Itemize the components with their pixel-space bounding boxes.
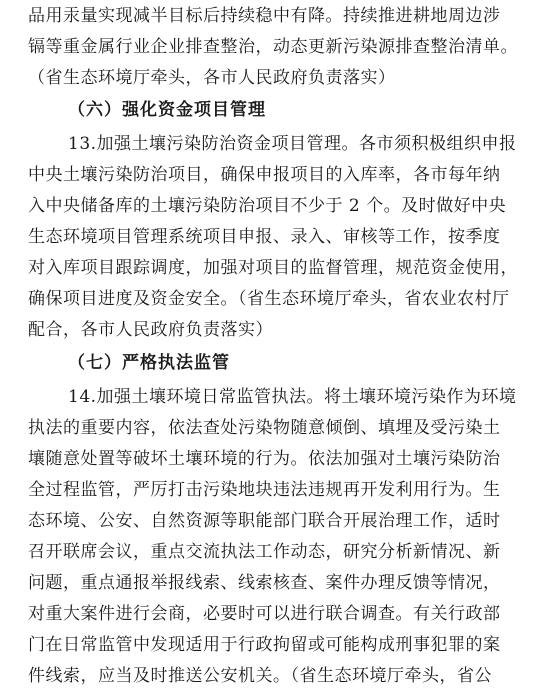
text-line-3: （省生态环境厅牵头，各市人民政府负责落实） [28, 68, 396, 88]
text-line-9: 对入库项目跟踪调度，加强对项目的监督管理，规范资金使用， [28, 258, 518, 278]
text-line-20: 对重大案件进行会商，必要时可以进行联合调查。有关行政部 [28, 604, 501, 624]
text-line-16: 全过程监管，严厉打击污染地块违法违规再开发利用行为。生 [28, 480, 501, 500]
text-line-14: 执法的重要内容，依法查处污染物随意倾倒、填埋及受污染土 [28, 418, 501, 438]
text-line-18: 召开联席会议，重点交流执法工作动态，研究分析新情况、新 [28, 542, 501, 562]
text-line-19: 问题，重点通报举报线索、线索核查、案件办理反馈等情况， [28, 573, 501, 593]
text-line-6: 中央土壤污染防治项目，确保申报项目的入库率，各市每年纳 [28, 165, 501, 185]
text-line-11: 配合，各市人民政府负责落实） [28, 320, 273, 340]
text-line-5: 13.加强土壤污染防治资金项目管理。各市须积极组织申报 [68, 134, 517, 154]
text-line-17: 态环境、公安、自然资源等职能部门联合开展治理工作，适时 [28, 511, 501, 531]
text-line-1: 品用汞量实现减半目标后持续稳中有降。持续推进耕地周边涉 [28, 6, 501, 26]
section-heading-6: （六）强化资金项目管理 [68, 100, 266, 120]
text-line-21: 门在日常监管中发现适用于行政拘留或可能构成刑事犯罪的案 [28, 635, 501, 655]
section-heading-7: （七）严格执法监管 [68, 353, 230, 373]
text-line-2: 镉等重金属行业企业排查整治，动态更新污染源排查整治清单。 [28, 37, 518, 57]
text-line-8: 生态环境项目管理系统项目申报、录入、审核等工作，按季度 [28, 227, 501, 247]
text-line-13: 14.加强土壤环境日常监管执法。将土壤环境污染作为环境 [68, 387, 517, 407]
text-line-15: 壤随意处置等破坏土壤环境的行为。依法加强对土壤污染防治 [28, 449, 501, 469]
text-line-22: 件线索，应当及时推送公安机关。（省生态环境厅牵头，省公 [28, 666, 492, 686]
text-line-7: 入中央储备库的土壤污染防治项目不少于 2 个。及时做好中央 [28, 196, 507, 216]
text-line-10: 确保项目进度及资金安全。（省生态环境厅牵头，省农业农村厅 [28, 289, 510, 309]
